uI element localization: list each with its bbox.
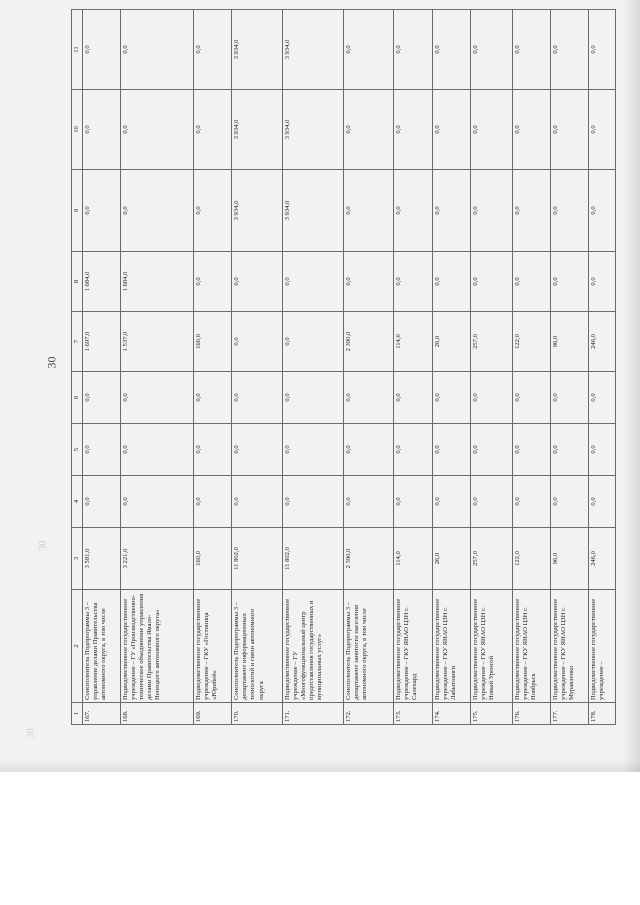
col-header: 1 — [72, 703, 83, 725]
row-label: Подведомственное государственное учреждение – ГКУ ЯНАО ЦЗН г. Салехард — [394, 590, 432, 703]
row-label: Соисполнитель Подпрограммы 3 – управление делами Правительства автономного округа, в том числе — [83, 590, 121, 703]
scan-edge-shadow — [622, 0, 640, 772]
value-cell: 0,0 — [432, 90, 470, 170]
value-cell: 0,0 — [343, 10, 394, 90]
value-cell: 0,0 — [589, 90, 616, 170]
value-cell: 0,0 — [232, 252, 283, 312]
value-cell: 114,0 — [394, 528, 432, 590]
row-number: 173. — [394, 703, 432, 725]
value-cell: 3 934,0 — [283, 90, 344, 170]
value-cell: 0,0 — [512, 10, 550, 90]
value-cell: 0,0 — [512, 372, 550, 424]
value-cell: 0,0 — [194, 10, 232, 90]
value-cell: 0,0 — [394, 476, 432, 528]
value-cell: 26,0 — [432, 528, 470, 590]
value-cell: 0,0 — [470, 10, 512, 90]
value-cell: 0,0 — [394, 90, 432, 170]
value-cell: 0,0 — [432, 170, 470, 252]
col-header: 2 — [72, 590, 83, 703]
value-cell: 0,0 — [589, 372, 616, 424]
value-cell: 0,0 — [432, 10, 470, 90]
col-header: 9 — [72, 170, 83, 252]
table-row — [232, 10, 283, 725]
row-number: 172. — [343, 703, 394, 725]
value-cell: 0,0 — [512, 424, 550, 476]
row-number: 174. — [432, 703, 470, 725]
value-cell: 0,0 — [550, 10, 588, 90]
table-row — [589, 10, 616, 725]
value-cell: 0,0 — [121, 170, 194, 252]
value-cell: 160,0 — [194, 312, 232, 372]
value-cell: 0,0 — [550, 252, 588, 312]
value-cell: 0,0 — [283, 252, 344, 312]
value-cell: 0,0 — [470, 372, 512, 424]
table-row — [550, 10, 588, 725]
value-cell: 0,0 — [283, 424, 344, 476]
value-cell: 0,0 — [470, 170, 512, 252]
value-cell: 0,0 — [470, 90, 512, 170]
value-cell: 0,0 — [432, 252, 470, 312]
row-number: 177. — [550, 703, 588, 725]
value-cell: 0,0 — [394, 252, 432, 312]
table-row — [512, 10, 550, 725]
value-cell: 3 934,0 — [232, 10, 283, 90]
row-label: Соисполнитель Подпрограммы 3 – департамент занятости населения автономного округа, в том числе — [343, 590, 394, 703]
value-cell: 3 581,0 — [83, 528, 121, 590]
row-number: 169. — [194, 703, 232, 725]
bleed-through-mark: 30 — [37, 540, 49, 551]
scan-bottom-shadow — [0, 760, 640, 772]
value-cell: 0,0 — [470, 476, 512, 528]
value-cell: 0,0 — [232, 476, 283, 528]
value-cell: 2 390,0 — [343, 528, 394, 590]
row-label: Подведомственное государственное учреждение – ГКУ ЯНАО ЦЗН г. Муравленко — [550, 590, 588, 703]
row-label: Подведомственное государственное учреждение – ГКУ ЯНАО ЦЗН г. Ноябрьск — [512, 590, 550, 703]
value-cell: 3 934,0 — [232, 90, 283, 170]
value-cell: 246,0 — [589, 528, 616, 590]
row-number: 168. — [121, 703, 194, 725]
row-number: 170. — [232, 703, 283, 725]
value-cell: 0,0 — [512, 476, 550, 528]
value-cell: 0,0 — [232, 424, 283, 476]
value-cell: 0,0 — [432, 372, 470, 424]
col-header: 3 — [72, 528, 83, 590]
value-cell: 11 802,0 — [232, 528, 283, 590]
value-cell: 0,0 — [121, 10, 194, 90]
row-label: Подведомственное государственное учреждение – ГКУ ЯНАО ЦЗН г. Лабытнанги — [432, 590, 470, 703]
value-cell: 0,0 — [343, 424, 394, 476]
row-label: Подведомственное государственное учреждение – ГКУ «Гостиница «Юрибей» — [194, 590, 232, 703]
table-body — [83, 10, 616, 725]
row-number: 178. — [589, 703, 616, 725]
value-cell: 3 934,0 — [283, 10, 344, 90]
value-cell: 0,0 — [550, 372, 588, 424]
value-cell: 0,0 — [283, 476, 344, 528]
value-cell: 246,0 — [589, 312, 616, 372]
value-cell: 0,0 — [283, 372, 344, 424]
value-cell: 26,0 — [432, 312, 470, 372]
row-number: 171. — [283, 703, 344, 725]
value-cell: 0,0 — [512, 252, 550, 312]
value-cell: 0,0 — [470, 424, 512, 476]
value-cell: 0,0 — [550, 90, 588, 170]
value-cell: 0,0 — [194, 424, 232, 476]
bleed-through-mark: 30 — [25, 728, 37, 739]
value-cell: 114,0 — [394, 312, 432, 372]
value-cell: 0,0 — [589, 252, 616, 312]
value-cell: 0,0 — [83, 170, 121, 252]
value-cell: 0,0 — [83, 10, 121, 90]
value-cell: 0,0 — [432, 476, 470, 528]
blank-area — [0, 772, 640, 905]
value-cell: 0,0 — [83, 90, 121, 170]
value-cell: 1 684,0 — [83, 252, 121, 312]
value-cell: 0,0 — [194, 372, 232, 424]
value-cell: 0,0 — [83, 372, 121, 424]
value-cell: 0,0 — [121, 424, 194, 476]
value-cell: 0,0 — [343, 476, 394, 528]
value-cell: 0,0 — [194, 90, 232, 170]
col-header: 7 — [72, 312, 83, 372]
value-cell: 0,0 — [194, 252, 232, 312]
value-cell: 0,0 — [589, 10, 616, 90]
col-header: 11 — [72, 10, 83, 90]
value-cell: 122,0 — [512, 312, 550, 372]
value-cell: 2 390,0 — [343, 312, 394, 372]
value-cell: 0,0 — [343, 170, 394, 252]
col-header: 6 — [72, 372, 83, 424]
row-label: Подведомственное государственное учреждение – — [589, 590, 616, 703]
table-row — [194, 10, 232, 725]
table-row — [394, 10, 432, 725]
value-cell: 1 537,0 — [121, 312, 194, 372]
value-cell: 0,0 — [394, 10, 432, 90]
row-number: 175. — [470, 703, 512, 725]
value-cell: 0,0 — [550, 476, 588, 528]
value-cell: 0,0 — [121, 90, 194, 170]
value-cell: 122,0 — [512, 528, 550, 590]
budget-table — [71, 9, 616, 725]
value-cell: 3 221,0 — [121, 528, 194, 590]
row-number: 176. — [512, 703, 550, 725]
col-header: 5 — [72, 424, 83, 476]
budget-table-rotated — [71, 10, 616, 725]
table-row — [470, 10, 512, 725]
row-label: Подведомственное государственное учреждение – ГКУ ЯНАО ЦЗН г. Новый Уренгой — [470, 590, 512, 703]
value-cell: 0,0 — [394, 372, 432, 424]
value-cell: 1 697,0 — [83, 312, 121, 372]
col-header: 10 — [72, 90, 83, 170]
row-label: Соисполнитель Подпрограммы 3 – департамент информационных технологий и связи автономного округа — [232, 590, 283, 703]
value-cell: 0,0 — [194, 170, 232, 252]
value-cell: 0,0 — [550, 424, 588, 476]
value-cell: 0,0 — [512, 170, 550, 252]
value-cell: 0,0 — [194, 476, 232, 528]
value-cell: 160,0 — [194, 528, 232, 590]
value-cell: 0,0 — [232, 312, 283, 372]
value-cell: 11 802,0 — [283, 528, 344, 590]
row-label: Подведомственное государственное учреждение – ГУ «Производственно-техническое объединение управления делами Правительства Ямало-Ненецкого автономного округа» — [121, 590, 194, 703]
value-cell: 0,0 — [550, 170, 588, 252]
value-cell: 0,0 — [121, 476, 194, 528]
value-cell: 0,0 — [343, 252, 394, 312]
value-cell: 0,0 — [470, 252, 512, 312]
header-row — [72, 10, 83, 725]
table-row — [83, 10, 121, 725]
row-label: Подведомственное государственное учреждение – ГУ «Многофункциональный центр предоставления государственных и муниципальных услуг» — [283, 590, 344, 703]
value-cell: 257,0 — [470, 312, 512, 372]
col-header: 4 — [72, 476, 83, 528]
value-cell: 3 934,0 — [232, 170, 283, 252]
value-cell: 96,0 — [550, 528, 588, 590]
table-row — [432, 10, 470, 725]
value-cell: 257,0 — [470, 528, 512, 590]
value-cell: 0,0 — [232, 372, 283, 424]
value-cell: 0,0 — [512, 90, 550, 170]
row-number: 167. — [83, 703, 121, 725]
value-cell: 0,0 — [589, 170, 616, 252]
value-cell: 0,0 — [394, 424, 432, 476]
value-cell: 0,0 — [589, 424, 616, 476]
table-row — [283, 10, 344, 725]
value-cell: 0,0 — [343, 90, 394, 170]
value-cell: 96,0 — [550, 312, 588, 372]
value-cell: 0,0 — [83, 476, 121, 528]
value-cell: 1 684,0 — [121, 252, 194, 312]
value-cell: 0,0 — [432, 424, 470, 476]
col-header: 8 — [72, 252, 83, 312]
value-cell: 0,0 — [283, 312, 344, 372]
table-row — [343, 10, 394, 725]
value-cell: 0,0 — [121, 372, 194, 424]
value-cell: 0,0 — [343, 372, 394, 424]
value-cell: 3 934,0 — [283, 170, 344, 252]
page-number: 30 — [44, 356, 59, 369]
value-cell: 0,0 — [589, 476, 616, 528]
value-cell: 0,0 — [394, 170, 432, 252]
table-row — [121, 10, 194, 725]
value-cell: 0,0 — [83, 424, 121, 476]
